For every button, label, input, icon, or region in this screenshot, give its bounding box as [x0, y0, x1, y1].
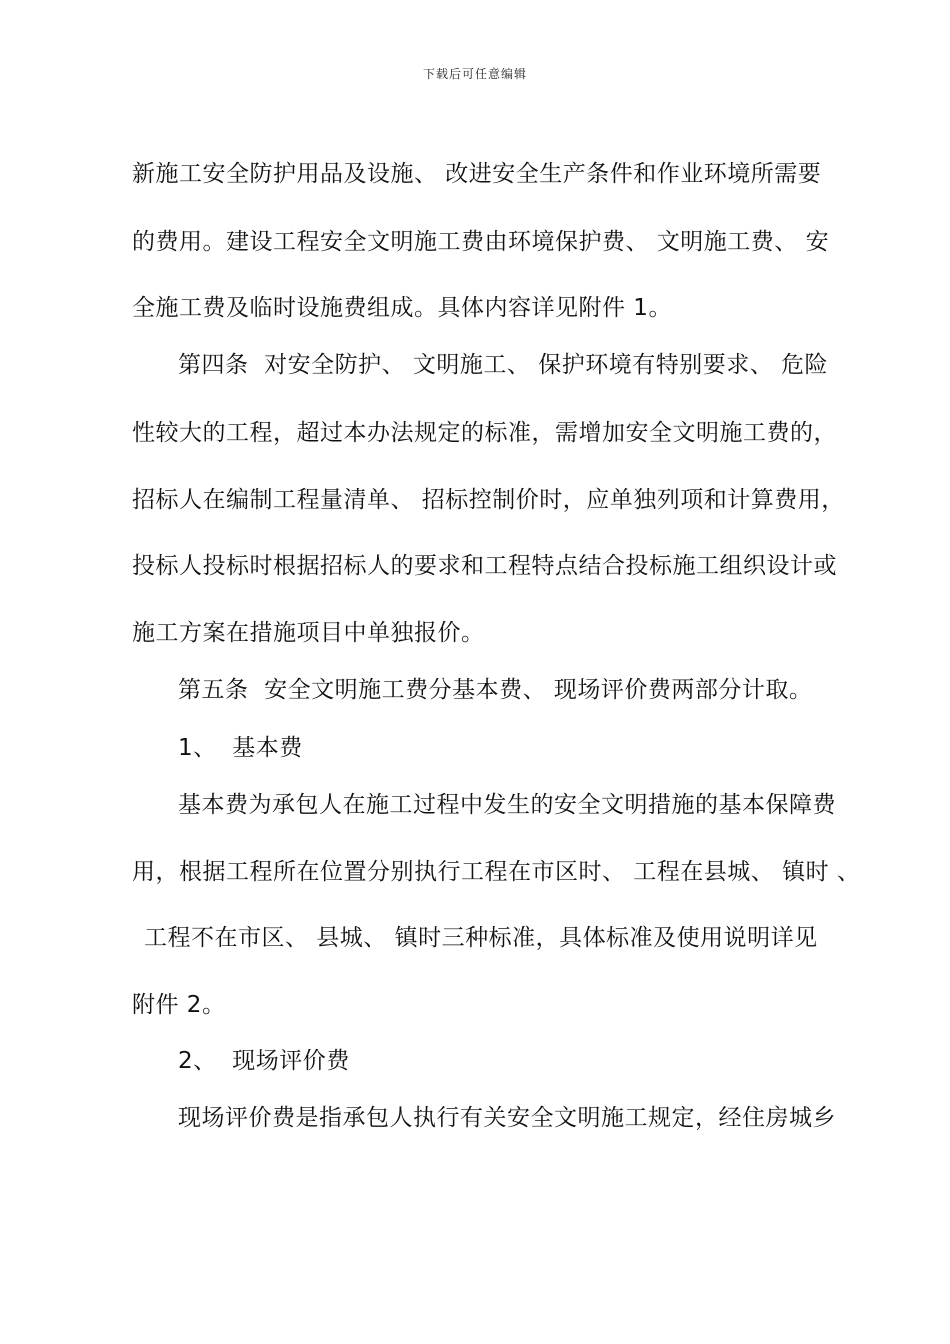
paragraph-line: 工程不在市区、 县城、 镇时三种标准，具体标准及使用说明详见 [144, 925, 818, 951]
paragraph-line: 招标人在编制工程量清单、 招标控制价时，应单独列项和计算费用， [132, 487, 845, 513]
paragraph-line: 2、 现场评价费 [178, 1048, 350, 1074]
paragraph-line: 第五条 安全文明施工费分基本费、 现场评价费两部分计取。 [178, 677, 813, 703]
paragraph-line: 附件 2。 [132, 992, 226, 1018]
paragraph-line: 用，根据工程所在位置分别执行工程在市区时、 工程在县城、 镇时 、 [132, 859, 861, 885]
paragraph-line: 性较大的工程，超过本办法规定的标准，需增加安全文明施工费的， [132, 420, 837, 446]
paragraph-line: 1、 基本费 [178, 735, 303, 761]
paragraph-line: 现场评价费是指承包人执行有关安全文明施工规定，经住房城乡 [178, 1105, 836, 1131]
paragraph-line: 第四条 对安全防护、 文明施工、 保护环境有特别要求、 危险 [178, 352, 829, 378]
paragraph-line: 新施工安全防护用品及设施、 改进安全生产条件和作业环境所需要 [132, 161, 822, 187]
paragraph-line: 施工方案在措施项目中单独报价。 [132, 620, 485, 646]
paragraph-line: 的费用。建设工程安全文明施工费由环境保护费、 文明施工费、 安 [132, 229, 830, 255]
paragraph-line: 投标人投标时根据招标人的要求和工程特点结合投标施工组织设计或 [132, 553, 837, 579]
paragraph-line: 基本费为承包人在施工过程中发生的安全文明措施的基本保障费 [178, 792, 836, 818]
paragraph-line: 全施工费及临时设施费组成。具体内容详见附件 1。 [132, 295, 672, 321]
page-header: 下载后可任意编辑 [422, 67, 527, 81]
